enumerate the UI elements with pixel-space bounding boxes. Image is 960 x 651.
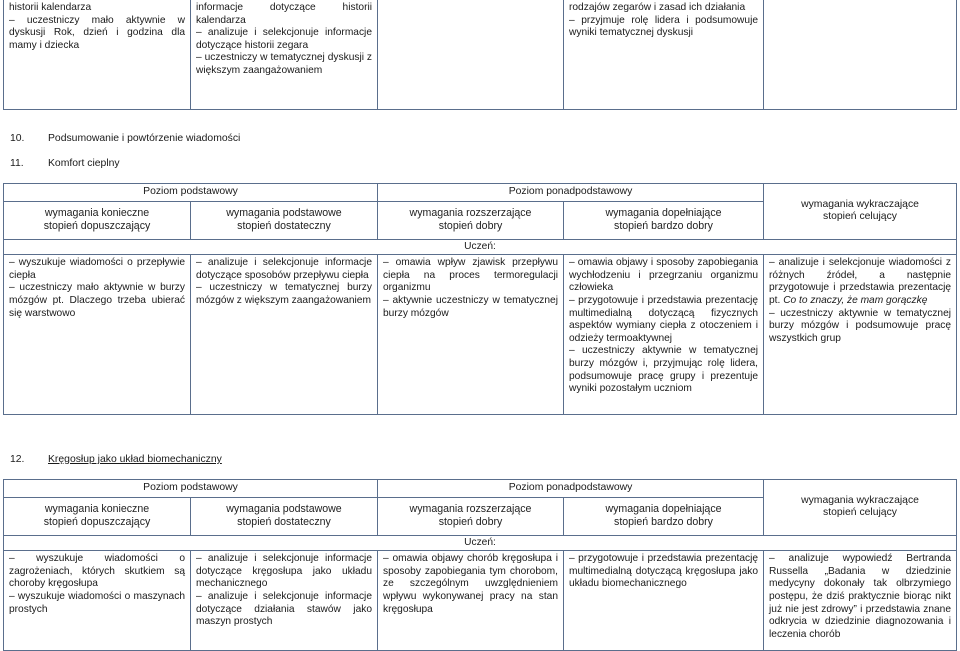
cell-text: – omawia objawy chorób kręgosłupa i sposoby zapobiegania tym chorobom, ze szczególnym uwzględnieniem wpływu wykonywanej pracy na stan kręgosłupa xyxy=(383,553,558,615)
top-cell-2 xyxy=(191,0,378,110)
table11-cell-4 xyxy=(564,255,764,415)
advanced-level-header: Poziom ponadpodstawowy xyxy=(378,184,764,202)
requirement-label: wymagania dopełniające xyxy=(605,503,722,516)
grade-label: stopień dostateczny xyxy=(237,516,331,529)
section-title: Komfort cieplny xyxy=(48,158,120,169)
requirement-label: wymagania konieczne xyxy=(44,503,150,516)
cell-text: informacje dotyczące historii kalendarza xyxy=(196,2,372,26)
table11-cell-5 xyxy=(764,255,957,415)
cell-text: – wyszukuje wiadomości o maszynach prostych xyxy=(9,590,185,615)
grade-label: stopień bardzo dobry xyxy=(614,516,713,529)
requirements-table-12 xyxy=(3,479,957,651)
cell-text: – aktywnie uczestniczy w tematycznej burzy mózgów xyxy=(383,294,558,319)
cell-text: – uczestniczy mało aktywnie w dyskusji Rok, dzień i godzina dla mamy i dziecka xyxy=(9,14,185,51)
grade-label: stopień bardzo dobry xyxy=(614,220,713,233)
cell-text: – analizuje i selekcjonuje informacje dotyczące kręgosłupa jako układu mechanicznego xyxy=(196,553,372,590)
requirement-label: wymagania wykraczające xyxy=(801,494,919,506)
cell-text: – omawia objawy i sposoby zapobiegania wychłodzeniu i przegrzaniu organizmu człowieka xyxy=(569,257,759,294)
cell-text: – przygotowuje i przedstawia prezentację multimedialną dotyczącą fizycznych aspektów wymiany ciepła z otoczeniem i odzieży termoaktywnej xyxy=(569,294,759,344)
section-10-heading xyxy=(10,133,240,146)
top-cell-1 xyxy=(4,0,191,110)
level-4-header xyxy=(564,201,764,239)
table12-cell-3 xyxy=(378,551,564,651)
level-1-header xyxy=(4,497,191,535)
cell-text: – omawia wpływ zjawisk przepływu ciepła na proces termoregulacji organizmu xyxy=(383,257,558,294)
cell-text: – analizuje i selekcjonuje informacje dotyczące historii zegara xyxy=(196,27,372,51)
level-3-header xyxy=(378,201,564,239)
grade-label: stopień dopuszczający xyxy=(43,220,151,233)
grade-label: stopień dobry xyxy=(438,220,503,233)
cell-text: – uczestniczy aktywnie w tematycznej burzy mózgów i podsumowuje pracę wszystkich grup xyxy=(769,307,952,344)
requirements-table-11 xyxy=(3,183,957,415)
grade-label: stopień dopuszczający xyxy=(43,516,151,529)
student-label: Uczeń: xyxy=(4,239,957,255)
requirement-label: wymagania podstawowe xyxy=(226,207,342,220)
cell-text: – przygotowuje i przedstawia prezentację multimedialną dotyczącą kręgosłupa jako układu biomechanicznego xyxy=(569,553,759,590)
basic-level-header: Poziom podstawowy xyxy=(4,184,378,202)
level-4-header xyxy=(564,497,764,535)
top-cell-5 xyxy=(764,0,957,110)
level-5-header xyxy=(764,480,957,536)
level-1-header xyxy=(4,201,191,239)
cell-text: – uczestniczy mało aktywnie w burzy mózgów pt. Dlaczego trzeba ubierać się warstwowo xyxy=(9,282,185,319)
table11-cell-3 xyxy=(378,255,564,415)
cell-text: historii kalendarza xyxy=(9,2,92,13)
requirement-label: wymagania rozszerzające xyxy=(409,503,532,516)
grade-label: stopień dobry xyxy=(438,516,503,529)
section-11-heading xyxy=(10,158,120,171)
cell-text: – wyszukuje wiadomości o przepływie ciepła xyxy=(9,257,185,281)
top-cell-3 xyxy=(378,0,564,110)
section-number: 12. xyxy=(10,454,25,465)
level-5-header xyxy=(764,184,957,240)
basic-level-header: Poziom podstawowy xyxy=(4,480,378,498)
cell-text: – przyjmuje rolę lidera i podsumowuje wyniki tematycznej dyskusji xyxy=(569,14,758,39)
level-2-header xyxy=(191,201,378,239)
grade-label: stopień dostateczny xyxy=(237,220,331,233)
cell-text: – uczestniczy w tematycznej burzy mózgów z większym zaangażowaniem xyxy=(196,282,372,306)
section-12-heading xyxy=(10,454,222,467)
cell-text: – uczestniczy aktywnie w tematycznej burzy mózgów i, przyjmując rolę lidera, podsumowuje pracę grupy i prezentuje wyniki pozostałym uczniom xyxy=(569,345,759,395)
cell-text: – analizuje i selekcjonuje informacje dotyczące sposobów przepływu ciepła xyxy=(196,257,372,281)
section-title: Kręgosłup jako układ biomechaniczny xyxy=(48,454,222,465)
cell-text: rodzajów zegarów i zasad ich działania xyxy=(569,2,746,13)
level-3-header xyxy=(378,497,564,535)
advanced-level-header: Poziom ponadpodstawowy xyxy=(378,480,764,498)
section-title: Podsumowanie i powtórzenie wiadomości xyxy=(48,133,241,144)
cell-text: – analizuje i selekcjonuje informacje dotyczące działania stawów jako maszyn prostych xyxy=(196,590,372,628)
table12-cell-4 xyxy=(564,551,764,651)
cell-text xyxy=(769,257,951,307)
grade-label: stopień celujący xyxy=(823,507,897,519)
cell-text: – wyszukuje wiadomości o zagrożeniach, których skutkiem są choroby kręgosłupa xyxy=(9,553,185,590)
requirement-label: wymagania podstawowe xyxy=(226,503,342,516)
presentation-title: Co to znaczy, że mam gorączkę xyxy=(783,294,928,306)
level-2-header xyxy=(191,497,378,535)
table12-cell-1 xyxy=(4,551,191,651)
cell-text: – analizuje wypowiedź Bertranda Russella „Badania w dziedzinie medycyny dokonały tak olbrzymiego postępu, że dziś praktycznie biorąc nikt już nie jest zdrowy” i przedstawia znane odkrycia w dziedzinie diagnozowania i leczenia chorób xyxy=(769,553,952,640)
section-number: 11. xyxy=(10,158,24,169)
requirement-label: wymagania rozszerzające xyxy=(409,207,532,220)
requirement-label: wymagania dopełniające xyxy=(605,207,722,220)
grade-label: stopień celujący xyxy=(823,211,897,223)
table11-cell-1 xyxy=(4,255,191,415)
requirement-label: wymagania wykraczające xyxy=(801,198,919,210)
table12-cell-5 xyxy=(764,551,957,651)
top-continuation-table xyxy=(3,0,957,110)
top-cell-4 xyxy=(564,0,764,110)
cell-text-part: – analizuje i selekcjonuje wiadomości z różnych źródeł, a następnie przygotowuje i przedstawia prezentację pt. xyxy=(769,257,952,306)
requirement-label: wymagania konieczne xyxy=(44,207,150,220)
section-number: 10. xyxy=(10,133,25,144)
table12-cell-2 xyxy=(191,551,378,651)
table11-cell-2 xyxy=(191,255,378,415)
cell-text: – uczestniczy w tematycznej dyskusji z większym zaangażowaniem xyxy=(196,52,372,76)
student-label: Uczeń: xyxy=(4,535,957,551)
